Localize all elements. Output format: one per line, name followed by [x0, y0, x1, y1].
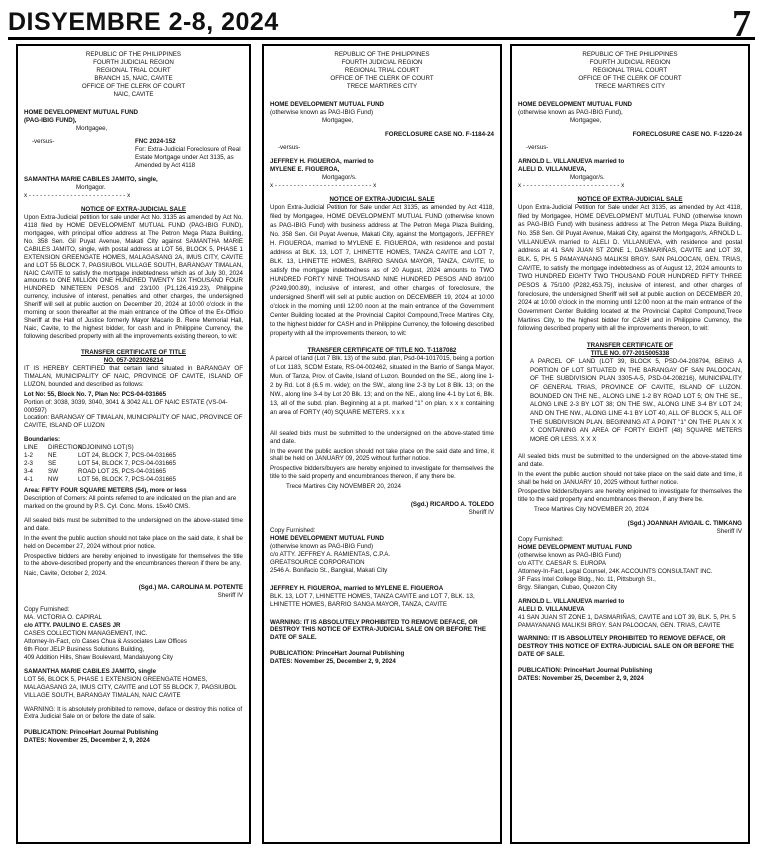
warning-text: WARNING: IT IS ABSOLUTELY PROHIBITED TO REMOVE DEFACE, OR DESTROY THIS NOTICE OF EXTRA-JUDICIAL SALE ON OR BEFORE THE DATE OF SALE. — [518, 635, 735, 659]
table-row — [24, 468, 243, 476]
header-line: OFFICE OF THE CLERK OF COURT — [578, 74, 682, 82]
defendant-name: ARNOLD L. VILLANUEVA married to — [518, 158, 625, 166]
cell: SE — [48, 460, 57, 468]
publication-line: PUBLICATION: PrinceHart Journal Publishing — [270, 650, 405, 658]
separator-dashes: x - - - - - - - - - - - - - - - - - - - - - - - - - - x — [270, 182, 377, 190]
versus-label: -versus- — [526, 144, 549, 152]
mortgagor-copy: ARNOLD L. VILLANUEVA married to — [518, 597, 625, 605]
copy-line: CASES COLLECTION MANAGEMENT, INC. — [24, 630, 148, 637]
signer-name: (Sgd.) MA. CAROLINA M. POTENTE — [138, 584, 243, 592]
header-line: REGIONAL TRIAL COURT — [96, 66, 171, 74]
copy-line: HOME DEVELOPMENT MUTUAL FUND — [270, 535, 385, 543]
cell: 3-4 — [24, 468, 33, 476]
plaintiff-alias: (otherwise known as PAG-IBIG Fund) — [270, 108, 374, 116]
copy-line: (otherwise known as PAG-IBIG Fund) — [518, 552, 622, 560]
sealed-bids-text: All sealed bids must be submitted to the undersigned on the above-stated time and date. — [24, 516, 243, 532]
notice-body: Upon Extra-Judicial Petition for Sale under Act 3135, as amended by Act 4118, filed by Mortgagee, HOME DEVELOPMENT MUTUAL FUND (otherwise known as PAG-IBIG Fund) with business address at The Petron Mega Plaza Building, No. 358 Sen. Gil Puyat Avenue, Makati City, against the Mortgagor/s, JEFFREY H. FIGUEROA, married to MYLENE E. FIGUEROA, with residence and postal address at BLK. 13, LOT 7, LHINETTE HOMES, TANZA CAVITE and LOT 7, BLK. 13, LHINETTE HOMES, BARRIO SANGA MAYOR, TANZA, CAVITE, to satisfy the mortgage indebtedness as of 20 August, 2024 amounts to TWO HUNDRED FORTY NINE THOUSAND NINE HUNDRED PESOS AND 89/100 (P249,900.89), inclusive of interest, and other charges of foreclosure, the undersigned Sheriff will sell at public auction on DECEMBER 19, 2024 at 10:00 o'clock in the morning until 12:00 noon at the main entrance of the Government Center Building located at the Provincial Capitol Compound,Trece Martires City, to the highest bidder for CASH and in Philippine Currency, the following described property with all the improvements thereon, to wit: — [270, 204, 494, 337]
header-line: OFFICE OF THE CLERK OF COURT — [81, 82, 186, 90]
copy-line: Brgy. Silangan, Cubao, Quezon City — [518, 583, 617, 591]
notice-title: NOTICE OF EXTRA-JUDICIAL SALE — [329, 196, 435, 204]
publication-line: PUBLICATION: PrinceHart Journal Publishing — [24, 729, 159, 737]
header-line: FOURTH JUDICIAL REGION — [93, 58, 174, 66]
court-header — [24, 51, 243, 99]
copy-label: Copy Furnished: — [24, 606, 70, 614]
separator-dashes: x - - - - - - - - - - - - - - - - - - - - - - - - - - x — [518, 182, 625, 190]
copy-label: Copy Furnished: — [270, 527, 316, 535]
signer-name: (Sgd.) JOANNAH AVIGAIL C. TIMKANG — [627, 520, 742, 528]
signer-title: Sheriff IV — [468, 509, 494, 517]
header-line: NAIC, CAVITE — [113, 90, 154, 98]
mortgagor-address: BLK. 13, LOT 7, LHINETTE HOMES, TANZA CAVITE and LOT 7, BLK. 13, LHINETTE HOMES, BARRIO SANGA MAYOR, TANZA, CAVITE — [270, 592, 475, 608]
plaintiff-name: HOME DEVELOPMENT MUTUAL FUND — [518, 100, 633, 108]
notice-body: Upon Extra-Judicial petition for sale under Act No. 3135 as amended by Act No. 4118 filed by HOME DEVELOPMENT MUTUAL FUND (PAG-IBIG FUND), mortgagee, with principal office address at The Petron Mega Plaza Building, No. 358 Sen. Gil Puyat Avenue, Makati City against SAMANTHA MARIE CABILES JAMITO, single, with postal address at LOT 56, BLOCK 5, PHASE 1 EXTENSION GREENGATE HOMES, MALAGASANG 2A, IMUS CITY, CAVITE and LOT 55 BLOCK 7, PAGSIUBOL VILLAGE SOUTH, BARANGAY TIMALAN, NAIC CAVITE to satisfy the mortgage indebtedness which as of July 30, 2024 amounts to ONE MILLION ONE HUNDRED TWENTY SIX THOUSAND FOUR HUNDRED NINETEEN PESOS and 23/100 (P1,126,419.23), Philippine currency, inclusive of interest, penalties and other charges, the undersigned Sheriff will sell at public auction on December 20, 2024 at 10:00 o'clock in the morning or soon thereafter at the main entrance of the Office of the Ex-Officio Sheriff at the Hall of Justice formerly Mayor Macario B. Rene Memorial Hall, Naic, Cavite, to the highest bidder, for cash and in Philippine Currency, the following described property with all the improvements existing thereon, to wit: — [24, 213, 243, 340]
prospective-text: Prospective bidders/buyers are hereby enjoined to investigate for themselves the title to the said property and encumbrances thereon, if any there be. — [518, 488, 742, 504]
event-text: In the event the public auction should not take place on the said date and time, it shall be held on JANUARY 09, 2025 without further notice. — [270, 447, 494, 463]
separator-dashes: x - - - - - - - - - - - - - - - - - - - - - - - - - - x — [24, 192, 131, 200]
defendant-role: Mortgagor/s. — [322, 174, 357, 182]
page-number: 7 — [732, 3, 751, 45]
cell: 4-1 — [24, 476, 33, 483]
cell: 2-3 — [24, 460, 33, 468]
court-header — [518, 51, 742, 91]
col-header: DIRECTION — [48, 444, 83, 452]
court-header — [270, 51, 494, 91]
cell: 1-2 — [24, 452, 33, 460]
header-line: TRECE MARTIRES CITY — [594, 82, 666, 90]
copy-line: 409 Addition Hills, Shaw Boulevard, Mandaluyong City — [24, 653, 173, 661]
mortgagor-copy-2: ALELI D. VILLANUEVA — [518, 605, 585, 613]
tct-title: TRANSFER CERTIFICATE OF — [586, 342, 674, 350]
header-line: REGIONAL TRIAL COURT — [344, 66, 420, 74]
warning-text: WARNING: It is absolutely prohibited to remove, deface or destroy this notice of Extra Judicial Sale on or before the date of sale. — [24, 705, 243, 721]
notice-body: Upon Extra-Judicial Petition for Sale under Act 3135, as amended by Act 4118, filed by Mortgagee, HOME DEVELOPMENT MUTUAL FUND (otherwise known as PAG-IBIG Fund) with business address at The Petron Mega Plaza Building, No. 358 Sen. Gil Puyat Avenue, Makati City, against the Mortgagor/s, ARNOLD L. VILLANUEVA married to ALELI D. VILLANUEVA, with residence and postal address at 41 SAN JUAN ST ZONE 1, DASMARIÑAS, CAVITE and LOT 39, BLK. 5, PH. 5 PAMAYANANG MALIKSI BRGY. SAN PALOOCAN, GEN. TRIAS, CAVITE, to satisfy the mortgage indebtedness as of August 12, 2024 amounts to TWO HUNDRED EIGHTY TWO THOUSAND FOUR HUNDRED FIFTY THREE PESOS & 75/100 (P282,453.75), inclusive of interest, and other charges of foreclosure, the undersigned Sheriff will sell at public auction on DECEMBER 20, 2024 at 10:00 o'clock in the morning until 12:00 noon at the main entrance of the Government Center Building located at the Provincial Capitol Compound,Trece Martires City, to the highest bidder for CASH and in Philippine Currency, the following described property with all the improvements thereon, to wit: — [518, 204, 742, 333]
plaintiff-name: HOME DEVELOPMENT MUTUAL FUND — [24, 108, 139, 116]
notice-column-3 — [510, 44, 750, 844]
notice-title: NOTICE OF EXTRA-JUDICIAL SALE — [80, 206, 187, 213]
copy-line: MA. VICTORIA O. CAPIRAL — [24, 614, 102, 622]
plaintiff-name: HOME DEVELOPMENT MUTUAL FUND — [270, 100, 385, 108]
case-description: For: Extra-Judicial Foreclosure of Real Estate Mortgage under Act 3135, as Amended by Act 4118 — [135, 146, 241, 170]
signer-title: Sheriff IV — [217, 592, 243, 600]
cell: NE — [48, 452, 57, 460]
mortgagor-address: LOT 56, BLOCK 5, PHASE 1 EXTENSION GREENGATE HOMES, MALAGASANG 2A, IMUS CITY, CAVITE and LOT 55 BLOCK 7, PAGSIUBOL VILLAGE SOUTH, BARANGAY TIMALAN, NAIC CAVITE — [24, 675, 237, 699]
boundaries-header — [24, 444, 243, 452]
boundaries-label: Boundaries: — [24, 436, 61, 444]
portion-line: Portion of: 3038, 3039, 3040, 3041 & 3042 ALL OF NAIC ESTATE (VS-04-000597) — [24, 398, 228, 414]
sealed-bids-text: All sealed bids must be submitted to the undersigned on the above-stated time and date. — [518, 452, 742, 468]
copy-line: GREATSOURCE CORPORATION — [270, 558, 365, 566]
warning-text: WARNING: IT IS ABSOLUTELY PROHIBITED TO REMOVE DEFACE, OR DESTROY THIS NOTICE OF EXTRA-JUDICIAL SALE ON OR BEFORE THE DATE OF SALE. — [270, 618, 487, 642]
sealed-bids-text: All sealed bids must be submitted to the undersigned on the above-stated time and date. — [270, 429, 494, 445]
copy-line: Attorney-In-Fact, Legal Counsel, 24K ACCOUNTS CONSULTANT INC. — [518, 567, 713, 575]
event-text: In the event the public auction should not take place on the said date, it shall be held on December 27, 2024 without prior notice. — [24, 534, 243, 550]
header-line: OFFICE OF THE CLERK OF COURT — [330, 74, 434, 82]
mortgagor-address: 41 SAN JUAN ST ZONE 1, DASMARIÑAS, CAVITE and LOT 39, BLK. 5, PH. 5 PAMAYANANG MALIKSI BRGY. SAN PALOOCAN, GEN. TRIAS, CAVITE — [518, 613, 736, 629]
signer-name: (Sgd.) RICARDO A. TOLEDO — [410, 501, 494, 509]
signer-title: Sheriff IV — [716, 528, 742, 536]
table-row — [24, 476, 243, 484]
header-line: TRECE MARTIRES CITY — [346, 82, 418, 90]
issue-date: DISYEMBRE 2-8, 2024 — [8, 8, 279, 36]
lot-line: Lot No: 55, Block No. 7, Plan No: PCS-04-031665 — [24, 390, 167, 398]
cell: SW — [48, 468, 58, 476]
area-line: Area: FIFTY FOUR SQUARE METERS (54), more or less — [24, 486, 187, 494]
copy-line: c/o ATTY. JEFFREY A. RAMIENTAS, C.P.A. — [270, 550, 391, 558]
copy-line: 6th Floor JELP Business Solutions Building, — [24, 645, 145, 653]
header-line: REGIONAL TRIAL COURT — [592, 66, 668, 74]
event-text: In the event the public auction should not take place on the said date and time, it shall be held on JANUARY 10, 2025 without further notice. — [518, 470, 742, 486]
case-number: FORECLOSURE CASE NO. F-1184-24 — [385, 130, 494, 138]
cell: LOT 56, BLOCK 7, PCS-04-031665 — [78, 476, 176, 483]
col-header: ADJOINING LOT(S) — [78, 444, 134, 452]
date-line: Naic, Cavite, October 2, 2024. — [24, 570, 107, 578]
defendant-role: Mortgagor/s. — [570, 174, 605, 182]
copy-line: 3F Fass Intel College Bldg., No. 11, Pittsburgh St., — [518, 575, 656, 583]
defendant-name: SAMANTHA MARIE CABILES JAMITO, single, — [24, 176, 158, 184]
plaintiff-role: Mortgagee, — [76, 124, 108, 132]
header-line: REPUBLIC OF THE PHILIPPINES — [582, 51, 678, 58]
tct-title: TRANSFER CERTIFICATE OF TITLE — [80, 348, 187, 356]
defendant-name-2: ALELI D. VILLANUEVA, — [518, 166, 587, 174]
corners-line: Description of Corners: All points referred to are indicated on the plan and are marked on the ground by P.S. Cyl. Conc. Mons. 15x40 CMS. — [24, 494, 237, 510]
copy-line: HOME DEVELOPMENT MUTUAL FUND — [518, 544, 633, 552]
cell: LOT 54, BLOCK 7, PCS-04-031665 — [78, 460, 176, 468]
versus-label: -versus- — [278, 144, 301, 152]
header-line: FOURTH JUDICIAL REGION — [341, 58, 423, 66]
cell: LOT 24, BLOCK 7, PCS-04-031665 — [78, 452, 176, 460]
tct-body: IT IS HEREBY CERTIFIED that certain land situated in BARANGAY OF TIMALAN, MUNICIPALITY OF NAIC, PROVINCE OF CAVITE, ISLAND OF LUZON, bounded and described as follows: — [24, 364, 243, 388]
case-number: FNC 2024-152 — [135, 138, 176, 146]
dates-line: DATES: November 25, December 2, 9, 2024 — [270, 658, 396, 666]
case-number: FORECLOSURE CASE NO. F-1220-24 — [632, 130, 742, 138]
notice-column-2 — [262, 44, 502, 844]
tct-body: A parcel of land (Lot 7 Blk. 13) of the subd. plan, Psd-04-1017015, being a portion of Lot 1183, SCDM Estate, RS-04-002462, situated in the Barrio of Sanga Mayor, Mun. of Tanza, Prov. of Cavite, Island of Luzon. Bounded on the SE., along line 1-2 by Rd. Lot 8 (6.5 m. wide); on the SW., along line 2-3 by Lot 8 Blk. 13; on the NW., along line 3-4 by Lot 20 Blk. 13; and on the NE., along line 4-1 by Lot 6, Blk. 13, all of the subd. plan. Beginning at a pt. marked "1" on plan. x x x containing an area of FORTY (40) SQUARE METERS. x x x — [270, 354, 494, 416]
notice-column-1 — [16, 44, 251, 844]
col-header: LINE — [24, 444, 38, 452]
tct-number: NO. 057-2023026214 — [103, 356, 164, 364]
date-line: Trece Martires City NOVEMBER 20, 2024 — [534, 506, 649, 514]
tct-title: TRANSFER CERTIFICATE OF TITLE NO. T-1187082 — [307, 346, 457, 354]
notice-title: NOTICE OF EXTRA-JUDICIAL SALE — [577, 196, 683, 204]
cell: ROAD LOT 25, PCS-04-031665 — [78, 468, 166, 476]
defendant-role: Mortgagor. — [76, 184, 106, 192]
copy-line: Attorney-In-Fact, c/o Cases Chua & Associates Law Offices — [24, 637, 187, 645]
mortgagor-copy: JEFFREY H. FIGUEROA, married to MYLENE E. FIGUEROA — [270, 584, 444, 592]
dates-line: DATES: November 25, December 2, 9, 2024 — [24, 737, 150, 745]
copy-line: c/o ATTY. CAESAR S. EUROPA — [518, 559, 607, 567]
plaintiff-role: Mortgagee, — [322, 116, 354, 124]
dates-line: DATES: November 25, December 2, 9, 2024 — [518, 675, 644, 683]
versus-label: -versus- — [32, 138, 55, 146]
defendant-name-2: MYLENE E. FIGUEROA, — [270, 166, 340, 174]
mortgagor-copy: SAMANTHA MARIE CABILES JAMITO, single — [24, 667, 157, 675]
cell: NW — [48, 476, 59, 483]
copy-line: (otherwise known as PAG-IBIG Fund) — [270, 542, 374, 550]
copy-label: Copy Furnished: — [518, 536, 564, 544]
date-line: Trece Martires City NOVEMBER 20, 2024 — [286, 483, 401, 491]
prospective-text: Prospective bidders are hereby enjoined to investigate for themselves the title to the above-described property and the encumbrances thereon if there be any. — [24, 552, 243, 568]
defendant-name: JEFFREY H. FIGUEROA, married to — [270, 158, 374, 166]
header-line: REPUBLIC OF THE PHILIPPINES — [334, 51, 430, 58]
location-line: Location: BARANGAY OF TIMALAN, MUNICIPALITY OF NAIC, PROVINCE OF CAVITE, ISLAND OF LUZON — [24, 414, 243, 430]
tct-number: TITLE NO. 077-2015005338 — [590, 350, 670, 358]
table-row — [24, 452, 243, 460]
prospective-text: Prospective bidders/buyers are hereby enjoined to investigate for themselves the title to the said property and encumbrances thereon, if any there be. — [270, 465, 494, 481]
copy-line: c/o ATTY. PAULINO E. CASES JR — [24, 622, 121, 630]
header-line: REPUBLIC OF THE PHILIPPINES — [85, 51, 182, 58]
masthead — [8, 3, 755, 45]
header-line: FOURTH JUDICIAL REGION — [589, 58, 671, 66]
copy-line: 2546 A. Bonifacio St., Bangkal, Makati City — [270, 566, 388, 574]
plaintiff-role: Mortgagee, — [570, 116, 602, 124]
table-row — [24, 460, 243, 468]
plaintiff-alias: (otherwise known as PAG-IBIG Fund), — [518, 108, 623, 116]
plaintiff-alias: (PAG-IBIG FUND), — [24, 116, 77, 124]
publication-line: PUBLICATION: PrinceHart Journal Publishing — [518, 667, 653, 675]
tct-body: A PARCEL OF LAND (LOT 39, BLOCK 5, PSD-04-208794, BEING A PORTION OF LOT SITUATED IN THE BARANGAY OF SAN PALOOCAN, OF THE SUBDIVISION PLAN 3305-A-5, PSD-04-208216), MUNICIPALITY OF GENERAL TRIAS, PROVINCE OF CAVITE, ISLAND OF LUZON. BOUNDED ON THE NE., ALONG LINE 1-2 BY ROAD LOT 5; ON THE SE., ALONG LINE 2-3 BY LOT 38; ON THE SW., ALONG LINE 3-4 BY LOT 24; AND ON THE NW., ALONG LINE 4-1 BY LOT 40, ALL OF BLOCK 5, ALL OF THE SUBDIVISION PLAN. BEGINNING AT A POINT "1" ON THE PLAN X X X CONTAINING AN AREA OF FORTY EIGHT (48) SQUARE METERS MORE OR LESS. X X X — [530, 358, 742, 444]
header-line: BRANCH 15, NAIC, CAVITE — [94, 74, 173, 82]
